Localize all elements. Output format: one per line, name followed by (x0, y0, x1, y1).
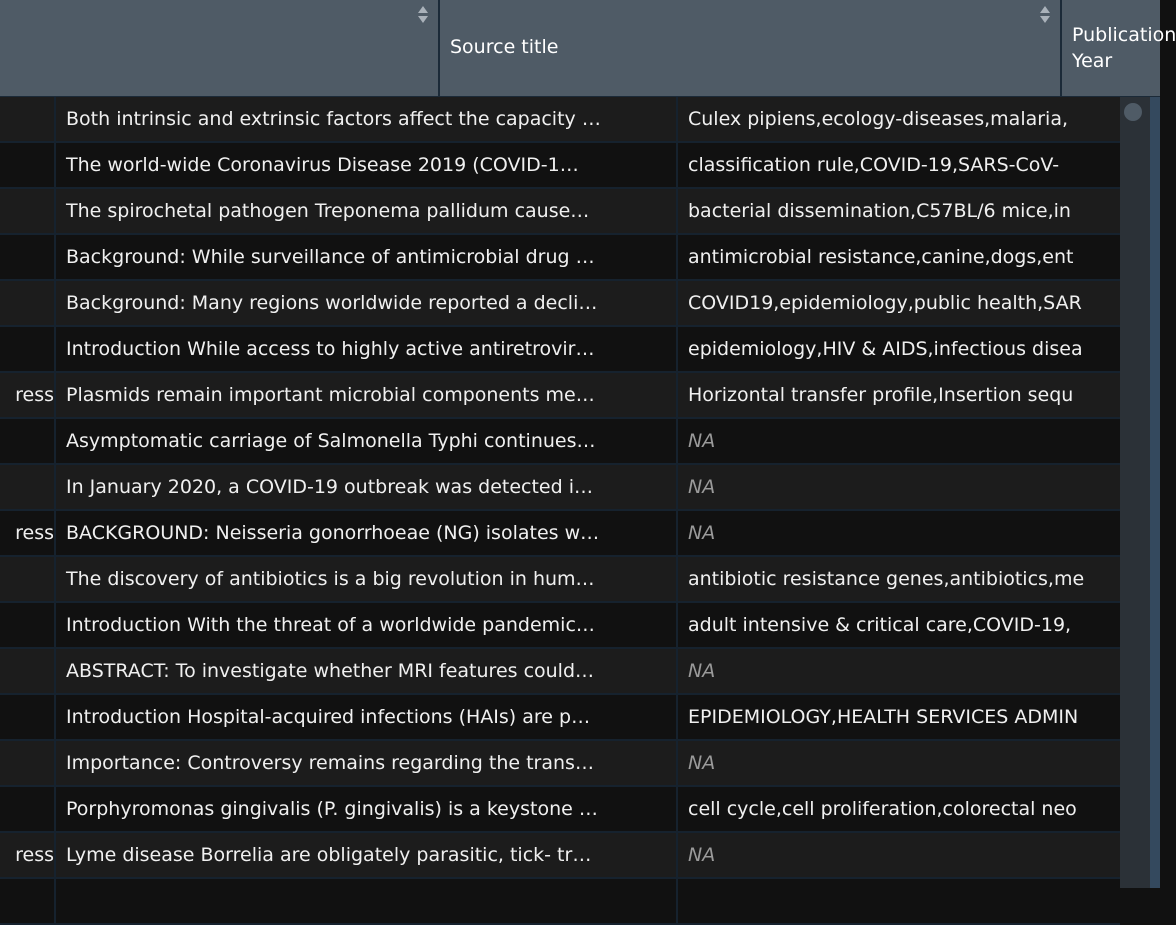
cell-truncated (0, 189, 56, 233)
cell-keywords: adult intensive & critical care,COVID-19, (688, 614, 1072, 636)
cell-keywords: bacterial dissemination,C57BL/6 mice,in (688, 200, 1071, 222)
cell-truncated (0, 143, 56, 187)
table-row[interactable] (0, 557, 1120, 603)
table-header (0, 0, 1176, 98)
cell-truncated (0, 879, 56, 923)
table-row[interactable] (0, 833, 1120, 879)
cell-keywords: cell cycle,cell proliferation,colorectal neo (688, 798, 1077, 820)
table-row[interactable] (0, 235, 1120, 281)
table-row[interactable] (0, 327, 1120, 373)
cell-truncated (0, 327, 56, 371)
table-row[interactable] (0, 143, 1120, 189)
table-row[interactable] (0, 465, 1120, 511)
cell-truncated (0, 787, 56, 831)
table-row[interactable] (0, 281, 1120, 327)
table-row[interactable] (0, 373, 1120, 419)
table-row[interactable] (0, 511, 1120, 557)
cell-keywords: NA (688, 660, 716, 682)
cell-keywords: NA (688, 844, 716, 866)
cell-truncated (0, 419, 56, 463)
cell-keywords: NA (688, 522, 716, 544)
cell-abstract: Porphyromonas gingivalis (P. gingivalis) is a keystone … (56, 787, 678, 831)
table-row[interactable] (0, 695, 1120, 741)
cell-truncated (0, 741, 56, 785)
cell-truncated: ress (0, 373, 56, 417)
cell-abstract: Background: Many regions worldwide reported a decli… (56, 281, 678, 325)
cell-truncated (0, 97, 56, 141)
column-header-source-title[interactable] (440, 0, 1062, 96)
cell-keywords: epidemiology,HIV & AIDS,infectious disea (688, 338, 1083, 360)
cell-abstract: The world-wide Coronavirus Disease 2019 (COVID-1… (56, 143, 678, 187)
cell-truncated (0, 695, 56, 739)
cell-truncated (0, 465, 56, 509)
cell-abstract: The spirochetal pathogen Treponema pallidum cause… (56, 189, 678, 233)
table-row[interactable] (0, 419, 1120, 465)
cell-abstract: In January 2020, a COVID-19 outbreak was detected i… (56, 465, 678, 509)
table-row[interactable] (0, 879, 1120, 925)
cell-truncated: ress (0, 511, 56, 555)
cell-truncated (0, 603, 56, 647)
cell-keywords: classification rule,COVID-19,SARS-CoV- (688, 154, 1060, 176)
cell-abstract: Background: While surveillance of antimicrobial drug … (56, 235, 678, 279)
cell-abstract: Both intrinsic and extrinsic factors affect the capacity … (56, 97, 678, 141)
table-row[interactable] (0, 603, 1120, 649)
cell-keywords: COVID19,epidemiology,public health,SAR (688, 292, 1082, 314)
cell-keywords: EPIDEMIOLOGY,HEALTH SERVICES ADMIN (688, 706, 1079, 728)
cell-keywords: Culex pipiens,ecology-diseases,malaria, (688, 108, 1069, 130)
cell-truncated (0, 649, 56, 693)
column-label: Source title (450, 36, 559, 58)
cell-abstract: Importance: Controversy remains regarding the trans… (56, 741, 678, 785)
cell-abstract: The discovery of antibiotics is a big revolution in hum… (56, 557, 678, 601)
column-label: Publication Year (1072, 24, 1176, 72)
vertical-scrollbar[interactable] (1120, 97, 1150, 888)
cell-truncated (0, 235, 56, 279)
cell-abstract: Asymptomatic carriage of Salmonella Typhi continues… (56, 419, 678, 463)
cell-keywords: NA (688, 476, 716, 498)
cell-abstract: Introduction While access to highly active antiretrovir… (56, 327, 678, 371)
cell-abstract: BACKGROUND: Neisseria gonorrhoeae (NG) isolates w… (56, 511, 678, 555)
cell-keywords (678, 879, 1120, 923)
cell-truncated (0, 281, 56, 325)
table-row[interactable] (0, 97, 1120, 143)
cell-abstract: Introduction With the threat of a worldwide pandemic… (56, 603, 678, 647)
table-row[interactable] (0, 189, 1120, 235)
cell-abstract: ABSTRACT: To investigate whether MRI features could… (56, 649, 678, 693)
cell-keywords: antimicrobial resistance,canine,dogs,ent (688, 246, 1074, 268)
cell-keywords: antibiotic resistance genes,antibiotics,me (688, 568, 1085, 590)
cell-keywords: Horizontal transfer profile,Insertion sequ (688, 384, 1074, 406)
sort-icon[interactable] (418, 6, 428, 24)
table-body (0, 97, 1120, 925)
cell-keywords: NA (688, 430, 716, 452)
table-row[interactable] (0, 649, 1120, 695)
column-header-publication-year[interactable] (1062, 0, 1176, 96)
cell-truncated: ress (0, 833, 56, 877)
cell-keywords: NA (688, 752, 716, 774)
table-row[interactable] (0, 787, 1120, 833)
cell-abstract: Plasmids remain important microbial components me… (56, 373, 678, 417)
sort-icon[interactable] (1040, 6, 1050, 24)
panel-edge (1150, 97, 1160, 888)
cell-abstract: Introduction Hospital-acquired infections (HAIs) are p… (56, 695, 678, 739)
cell-truncated (0, 557, 56, 601)
table-row[interactable] (0, 741, 1120, 787)
scrollbar-thumb[interactable] (1124, 103, 1142, 121)
column-header-title[interactable] (0, 0, 440, 96)
cell-abstract (56, 879, 678, 923)
cell-abstract: Lyme disease Borrelia are obligately parasitic, tick- tr… (56, 833, 678, 877)
